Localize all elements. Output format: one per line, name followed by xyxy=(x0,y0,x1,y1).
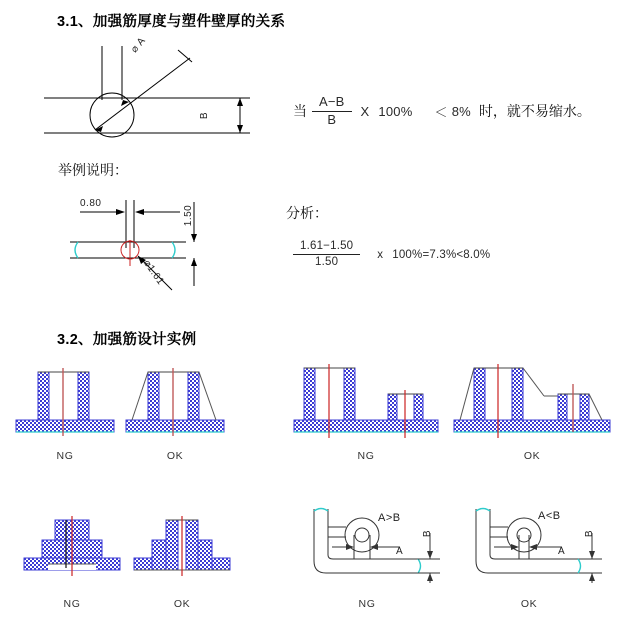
section-3-1-heading: 3.1、加强筋厚度与塑件壁厚的关系 xyxy=(57,14,286,30)
diameter-a-label: ⌀ A xyxy=(129,35,148,56)
caption-rib-tall-tapered: OK xyxy=(166,450,184,462)
formula-numerator: A−B xyxy=(319,94,345,109)
formula-suffix: 时，就不易缩水。 xyxy=(478,105,591,121)
wall-thickness-b-label xyxy=(198,110,212,121)
formula-multiply-sign: X xyxy=(360,103,370,119)
circle-diameter-dim: ⌀1.61 xyxy=(140,258,167,288)
dim-a-label-ok: A xyxy=(558,546,566,557)
caption-rib-tall-straight: NG xyxy=(56,450,74,462)
caption-step-pyramid-solid: NG xyxy=(63,598,81,610)
example-corner-boss-thick xyxy=(300,503,450,585)
dim-b-text-ok: B xyxy=(584,529,596,538)
shrinkage-rule-formula xyxy=(293,95,591,128)
formula-comparator: ＜ xyxy=(434,104,448,120)
wall-b-text: B xyxy=(199,111,211,120)
analysis-label: 分析： xyxy=(286,207,328,222)
formula-fraction xyxy=(312,95,352,128)
caption-corner-boss-thin: OK xyxy=(520,598,538,610)
rib-wall-junction-diagram xyxy=(40,38,270,148)
analysis-result: 100%=7.3%<8.0% xyxy=(392,248,491,261)
example-step-pyramid-cored xyxy=(132,512,232,580)
ratio-label-a-less-b: A<B xyxy=(538,510,561,522)
caption-two-bosses-tapered: OK xyxy=(523,450,541,462)
dim-b-text-ng: B xyxy=(422,529,434,538)
dim-a-label-ng: A xyxy=(396,546,404,557)
wall-dim-text: 1.50 xyxy=(183,204,195,227)
example-rib-tall-tapered xyxy=(124,362,226,440)
ratio-label-a-greater-b: A>B xyxy=(378,512,401,524)
formula-percent: 100% xyxy=(378,103,413,119)
dim-b-label-ok xyxy=(584,528,596,539)
caption-two-bosses-straight: NG xyxy=(357,450,375,462)
analysis-denominator: 1.50 xyxy=(315,256,339,269)
section-3-2-heading: 3.2、加强筋设计实例 xyxy=(57,332,197,348)
caption-corner-boss-thick: NG xyxy=(358,598,376,610)
example-corner-boss-thin xyxy=(462,503,612,585)
analysis-multiply-sign: x xyxy=(377,248,384,261)
dim-b-label-ng xyxy=(422,528,434,539)
analysis-numerator: 1.61−1.50 xyxy=(300,240,354,252)
wall-thickness-dim xyxy=(178,204,199,227)
formula-denominator: B xyxy=(327,111,337,127)
example-step-pyramid-solid xyxy=(22,512,122,580)
caption-step-pyramid-cored: OK xyxy=(173,598,191,610)
example-two-bosses-tapered xyxy=(452,362,612,440)
analysis-formula xyxy=(288,240,490,269)
analysis-fraction xyxy=(293,240,360,269)
formula-prefix: 当 xyxy=(293,105,307,121)
example-label: 举例说明： xyxy=(58,164,128,179)
rib-thickness-dim: 0.80 xyxy=(80,198,102,209)
formula-limit: 8% xyxy=(451,103,471,119)
example-rib-tall-straight xyxy=(14,362,116,440)
example-two-bosses-straight xyxy=(292,362,440,440)
